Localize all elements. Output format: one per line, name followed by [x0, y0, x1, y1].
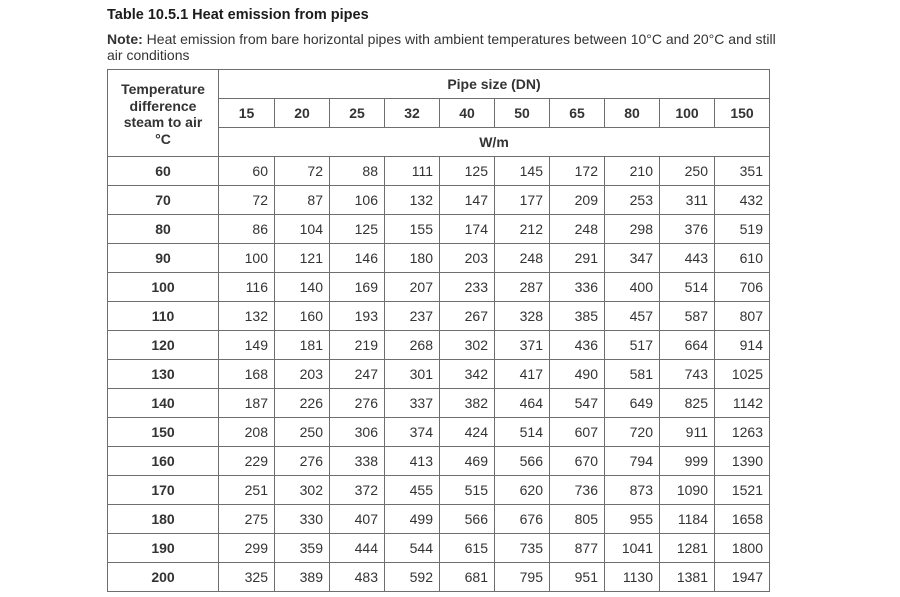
- emission-value-cell: 444: [330, 534, 385, 563]
- emission-value-cell: 147: [440, 186, 495, 215]
- emission-value-cell: 432: [715, 186, 770, 215]
- emission-value-cell: 607: [550, 418, 605, 447]
- emission-value-cell: 385: [550, 302, 605, 331]
- emission-value-cell: 371: [495, 331, 550, 360]
- table-row: [108, 215, 770, 244]
- note-label: Note:: [107, 31, 143, 47]
- emission-value-cell: 302: [275, 476, 330, 505]
- emission-value-cell: 149: [219, 331, 275, 360]
- emission-value-cell: 155: [385, 215, 440, 244]
- emission-value-cell: 515: [440, 476, 495, 505]
- table-row: [108, 418, 770, 447]
- emission-value-cell: 955: [605, 505, 660, 534]
- emission-value-cell: 1142: [715, 389, 770, 418]
- emission-value-cell: 517: [605, 331, 660, 360]
- emission-value-cell: 464: [495, 389, 550, 418]
- emission-value-cell: 351: [715, 157, 770, 186]
- temperature-cell: 170: [108, 476, 219, 505]
- emission-value-cell: 145: [495, 157, 550, 186]
- emission-value-cell: 336: [550, 273, 605, 302]
- table-row: [108, 302, 770, 331]
- pipe-size-col-header: 15: [219, 99, 275, 128]
- pipe-size-col-header: 65: [550, 99, 605, 128]
- emission-value-cell: 306: [330, 418, 385, 447]
- emission-value-cell: 1521: [715, 476, 770, 505]
- emission-value-cell: 219: [330, 331, 385, 360]
- emission-value-cell: 106: [330, 186, 385, 215]
- emission-value-cell: 168: [219, 360, 275, 389]
- emission-value-cell: 1947: [715, 563, 770, 592]
- temperature-cell: 130: [108, 360, 219, 389]
- emission-value-cell: 649: [605, 389, 660, 418]
- emission-value-cell: 681: [440, 563, 495, 592]
- emission-value-cell: 566: [440, 505, 495, 534]
- emission-value-cell: 253: [605, 186, 660, 215]
- emission-value-cell: 247: [330, 360, 385, 389]
- emission-value-cell: 457: [605, 302, 660, 331]
- emission-value-cell: 275: [219, 505, 275, 534]
- emission-value-cell: 1658: [715, 505, 770, 534]
- emission-value-cell: 276: [275, 447, 330, 476]
- emission-value-cell: 499: [385, 505, 440, 534]
- emission-value-cell: 299: [219, 534, 275, 563]
- emission-value-cell: 125: [330, 215, 385, 244]
- temperature-cell: 80: [108, 215, 219, 244]
- temperature-cell: 100: [108, 273, 219, 302]
- emission-value-cell: 180: [385, 244, 440, 273]
- emission-value-cell: 172: [550, 157, 605, 186]
- emission-value-cell: 276: [330, 389, 385, 418]
- emission-value-cell: 1090: [660, 476, 715, 505]
- temperature-header: [108, 70, 219, 157]
- emission-value-cell: 177: [495, 186, 550, 215]
- emission-value-cell: 287: [495, 273, 550, 302]
- pipe-size-col-header: 150: [715, 99, 770, 128]
- emission-value-cell: 237: [385, 302, 440, 331]
- emission-value-cell: 132: [385, 186, 440, 215]
- temperature-cell: 90: [108, 244, 219, 273]
- emission-value-cell: 417: [495, 360, 550, 389]
- emission-value-cell: 735: [495, 534, 550, 563]
- emission-value-cell: 544: [385, 534, 440, 563]
- temperature-cell: 140: [108, 389, 219, 418]
- emission-value-cell: 268: [385, 331, 440, 360]
- emission-value-cell: 181: [275, 331, 330, 360]
- emission-value-cell: 720: [605, 418, 660, 447]
- emission-value-cell: 233: [440, 273, 495, 302]
- unit-header: W/m: [219, 128, 770, 157]
- emission-value-cell: 160: [275, 302, 330, 331]
- pipe-size-header: Pipe size (DN): [219, 70, 770, 99]
- emission-value-cell: 951: [550, 563, 605, 592]
- emission-value-cell: 587: [660, 302, 715, 331]
- emission-value-cell: 116: [219, 273, 275, 302]
- emission-value-cell: 104: [275, 215, 330, 244]
- emission-value-cell: 209: [550, 186, 605, 215]
- emission-value-cell: 226: [275, 389, 330, 418]
- emission-value-cell: 212: [495, 215, 550, 244]
- emission-value-cell: 382: [440, 389, 495, 418]
- emission-value-cell: 413: [385, 447, 440, 476]
- emission-value-cell: 825: [660, 389, 715, 418]
- emission-value-cell: 174: [440, 215, 495, 244]
- emission-value-cell: 1025: [715, 360, 770, 389]
- emission-value-cell: 620: [495, 476, 550, 505]
- emission-value-cell: 514: [495, 418, 550, 447]
- emission-value-cell: 1041: [605, 534, 660, 563]
- temperature-cell: 200: [108, 563, 219, 592]
- emission-value-cell: 1390: [715, 447, 770, 476]
- emission-value-cell: 146: [330, 244, 385, 273]
- emission-value-cell: 999: [660, 447, 715, 476]
- emission-value-cell: 455: [385, 476, 440, 505]
- emission-value-cell: 490: [550, 360, 605, 389]
- emission-value-cell: 248: [550, 215, 605, 244]
- emission-value-cell: 664: [660, 331, 715, 360]
- emission-value-cell: 302: [440, 331, 495, 360]
- emission-value-cell: 328: [495, 302, 550, 331]
- table-row: [108, 476, 770, 505]
- emission-value-cell: 88: [330, 157, 385, 186]
- emission-value-cell: 795: [495, 563, 550, 592]
- table-row: [108, 273, 770, 302]
- emission-value-cell: 1263: [715, 418, 770, 447]
- emission-value-cell: 1281: [660, 534, 715, 563]
- emission-value-cell: 169: [330, 273, 385, 302]
- emission-value-cell: 676: [495, 505, 550, 534]
- emission-value-cell: 125: [440, 157, 495, 186]
- emission-value-cell: 805: [550, 505, 605, 534]
- heat-emission-table: [107, 69, 770, 592]
- emission-value-cell: 347: [605, 244, 660, 273]
- temperature-cell: 70: [108, 186, 219, 215]
- emission-value-cell: 877: [550, 534, 605, 563]
- table-row: [108, 447, 770, 476]
- temperature-cell: 190: [108, 534, 219, 563]
- table-row: [108, 157, 770, 186]
- emission-value-cell: 706: [715, 273, 770, 302]
- emission-value-cell: 250: [660, 157, 715, 186]
- pipe-size-col-header: 25: [330, 99, 385, 128]
- emission-value-cell: 519: [715, 215, 770, 244]
- emission-value-cell: 1381: [660, 563, 715, 592]
- emission-value-cell: 291: [550, 244, 605, 273]
- note-text: Heat emission from bare horizontal pipes with ambient temperatures between 10°C and 20°C and still air conditions: [107, 31, 776, 63]
- emission-value-cell: 670: [550, 447, 605, 476]
- emission-value-cell: 436: [550, 331, 605, 360]
- emission-value-cell: 389: [275, 563, 330, 592]
- table-note: [107, 31, 777, 63]
- emission-value-cell: 203: [275, 360, 330, 389]
- emission-value-cell: 208: [219, 418, 275, 447]
- table-row: [108, 360, 770, 389]
- emission-value-cell: 298: [605, 215, 660, 244]
- emission-value-cell: 372: [330, 476, 385, 505]
- emission-value-cell: 615: [440, 534, 495, 563]
- emission-value-cell: 911: [660, 418, 715, 447]
- emission-value-cell: 581: [605, 360, 660, 389]
- emission-value-cell: 483: [330, 563, 385, 592]
- pipe-size-col-header: 100: [660, 99, 715, 128]
- table-row: [108, 389, 770, 418]
- emission-value-cell: 547: [550, 389, 605, 418]
- emission-value-cell: 111: [385, 157, 440, 186]
- emission-value-cell: 743: [660, 360, 715, 389]
- emission-value-cell: 207: [385, 273, 440, 302]
- emission-value-cell: 60: [219, 157, 275, 186]
- emission-value-cell: 400: [605, 273, 660, 302]
- emission-value-cell: 100: [219, 244, 275, 273]
- emission-value-cell: 566: [495, 447, 550, 476]
- emission-value-cell: 193: [330, 302, 385, 331]
- emission-value-cell: 203: [440, 244, 495, 273]
- emission-value-cell: 914: [715, 331, 770, 360]
- emission-value-cell: 87: [275, 186, 330, 215]
- emission-value-cell: 121: [275, 244, 330, 273]
- emission-value-cell: 1184: [660, 505, 715, 534]
- temp-header-unit: °C: [155, 130, 171, 147]
- temp-header-line: difference: [129, 97, 197, 114]
- table-row: [108, 244, 770, 273]
- pipe-size-col-header: 32: [385, 99, 440, 128]
- table-row: [108, 331, 770, 360]
- temperature-cell: 60: [108, 157, 219, 186]
- emission-value-cell: 407: [330, 505, 385, 534]
- emission-value-cell: 873: [605, 476, 660, 505]
- emission-value-cell: 330: [275, 505, 330, 534]
- emission-value-cell: 301: [385, 360, 440, 389]
- temp-header-line: steam to air: [123, 114, 203, 130]
- emission-value-cell: 610: [715, 244, 770, 273]
- emission-value-cell: 338: [330, 447, 385, 476]
- pipe-size-col-header: 20: [275, 99, 330, 128]
- emission-value-cell: 72: [275, 157, 330, 186]
- temperature-cell: 150: [108, 418, 219, 447]
- temperature-cell: 120: [108, 331, 219, 360]
- pipe-size-col-header: 50: [495, 99, 550, 128]
- emission-value-cell: 514: [660, 273, 715, 302]
- emission-value-cell: 311: [660, 186, 715, 215]
- emission-value-cell: 443: [660, 244, 715, 273]
- table-row: [108, 563, 770, 592]
- table-row: [108, 186, 770, 215]
- pipe-size-col-header: 40: [440, 99, 495, 128]
- emission-value-cell: 469: [440, 447, 495, 476]
- emission-value-cell: 342: [440, 360, 495, 389]
- emission-value-cell: 132: [219, 302, 275, 331]
- emission-value-cell: 250: [275, 418, 330, 447]
- emission-value-cell: 325: [219, 563, 275, 592]
- table-row: [108, 534, 770, 563]
- emission-value-cell: 140: [275, 273, 330, 302]
- emission-value-cell: 359: [275, 534, 330, 563]
- emission-value-cell: 1800: [715, 534, 770, 563]
- table-row: [108, 505, 770, 534]
- emission-value-cell: 592: [385, 563, 440, 592]
- table-body: [108, 157, 770, 592]
- emission-value-cell: 86: [219, 215, 275, 244]
- emission-value-cell: 267: [440, 302, 495, 331]
- emission-value-cell: 187: [219, 389, 275, 418]
- emission-value-cell: 248: [495, 244, 550, 273]
- emission-value-cell: 374: [385, 418, 440, 447]
- emission-value-cell: 794: [605, 447, 660, 476]
- table-title: Table 10.5.1 Heat emission from pipes: [107, 7, 369, 23]
- emission-value-cell: 251: [219, 476, 275, 505]
- temperature-cell: 180: [108, 505, 219, 534]
- temp-header-line: Temperature: [121, 81, 205, 97]
- emission-value-cell: 736: [550, 476, 605, 505]
- temperature-cell: 110: [108, 302, 219, 331]
- emission-value-cell: 229: [219, 447, 275, 476]
- emission-value-cell: 376: [660, 215, 715, 244]
- emission-value-cell: 1130: [605, 563, 660, 592]
- pipe-size-col-header: 80: [605, 99, 660, 128]
- emission-value-cell: 337: [385, 389, 440, 418]
- emission-value-cell: 210: [605, 157, 660, 186]
- emission-value-cell: 72: [219, 186, 275, 215]
- temperature-cell: 160: [108, 447, 219, 476]
- emission-value-cell: 807: [715, 302, 770, 331]
- emission-value-cell: 424: [440, 418, 495, 447]
